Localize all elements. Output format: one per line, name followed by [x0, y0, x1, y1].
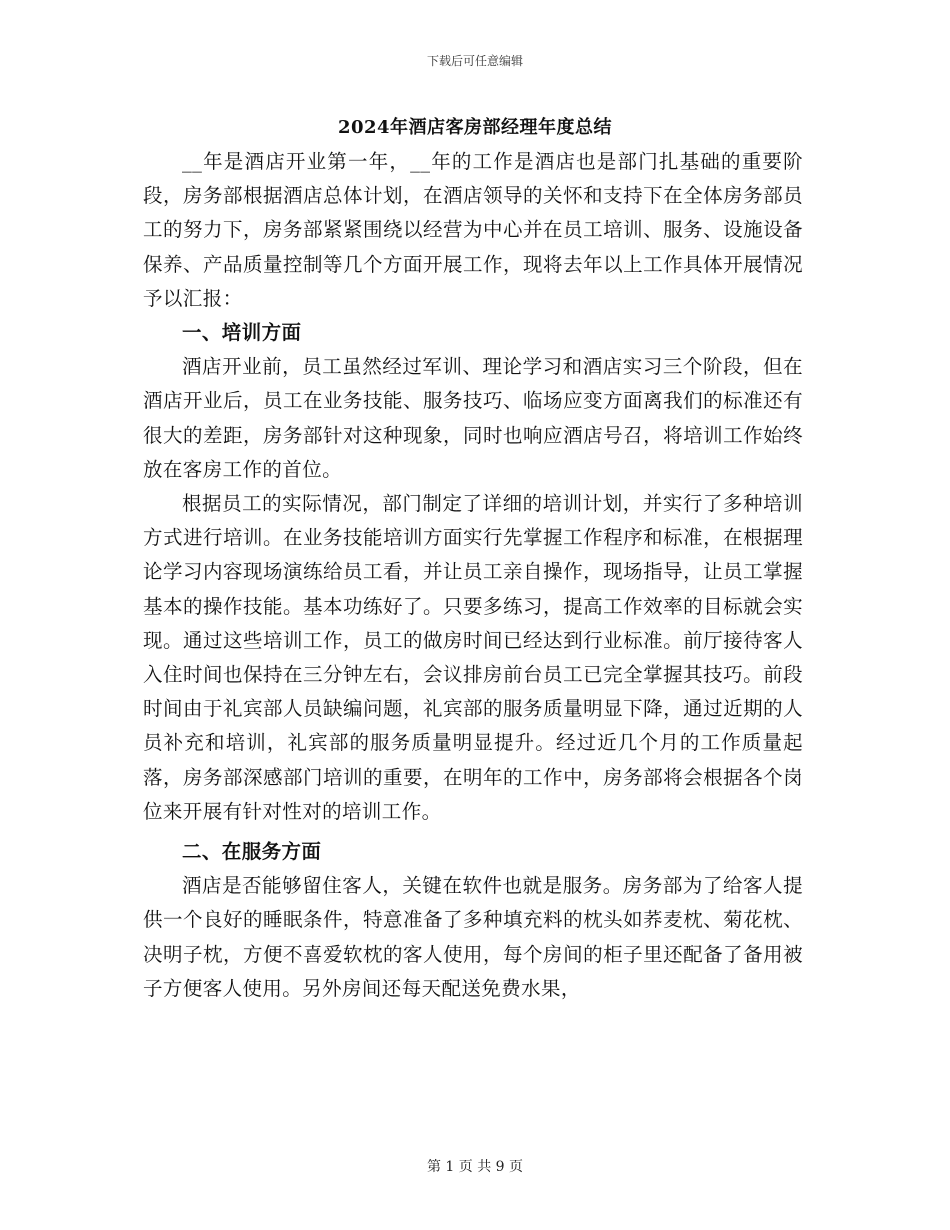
training-paragraph-1: 酒店开业前，员工虽然经过军训、理论学习和酒店实习三个阶段，但在酒店开业后，员工在业务技能、服务技巧、临场应变方面离我们的标准还有很大的差距，房务部针对这种现象，同时也响应酒店号召，将培训工作始终放在客房工作的首位。: [143, 355, 803, 481]
document-body: [143, 145, 803, 1006]
section-heading-service: 二、在服务方面: [182, 840, 322, 864]
service-paragraph-1: 酒店是否能够留住客人，关键在软件也就是服务。房务部为了给客人提供一个良好的睡眠条件，特意准备了多种填充料的枕头如荞麦枕、菊花枕、决明子枕，方便不喜爱软枕的客人使用，每个房间的柜子里还配备了备用被子方便客人使用。另外房间还每天配送免费水果，: [143, 874, 803, 1000]
section-heading-training: 一、培训方面: [182, 321, 302, 345]
intro-paragraph: __年是酒店开业第一年，__年的工作是酒店也是部门扎基础的重要阶段，房务部根据酒店总体计划，在酒店领导的关怀和支持下在全体房务部员工的努力下，房务部紧紧围绕以经营为中心并在员工培训、服务、设施设备保养、产品质量控制等几个方面开展工作，现将去年以上工作具体开展情况予以汇报：: [143, 150, 803, 310]
page-number: 第 1 页 共 9 页: [426, 1159, 524, 1175]
page-header-note: 下载后可任意编辑: [426, 54, 523, 68]
document-title: 2024年酒店客房部经理年度总结: [337, 117, 613, 138]
training-paragraph-2: 根据员工的实际情况，部门制定了详细的培训计划，并实行了多种培训方式进行培训。在业务技能培训方面实行先掌握工作程序和标准，在根据理论学习内容现场演练给员工看，并让员工亲自操作，现场指导，让员工掌握基本的操作技能。基本功练好了。只要多练习，提高工作效率的目标就会实现。通过这些培训工作，员工的做房时间已经达到行业标准。前厅接待客人入住时间也保持在三分钟左右，会议排房前台员工已完全掌握其技巧。前段时间由于礼宾部人员缺编问题，礼宾部的服务质量明显下降，通过近期的人员补充和培训，礼宾部的服务质量明显提升。经过近几个月的工作质量起落，房务部深感部门培训的重要，在明年的工作中，房务部将会根据各个岗位来开展有针对性对的培训工作。: [143, 492, 803, 823]
